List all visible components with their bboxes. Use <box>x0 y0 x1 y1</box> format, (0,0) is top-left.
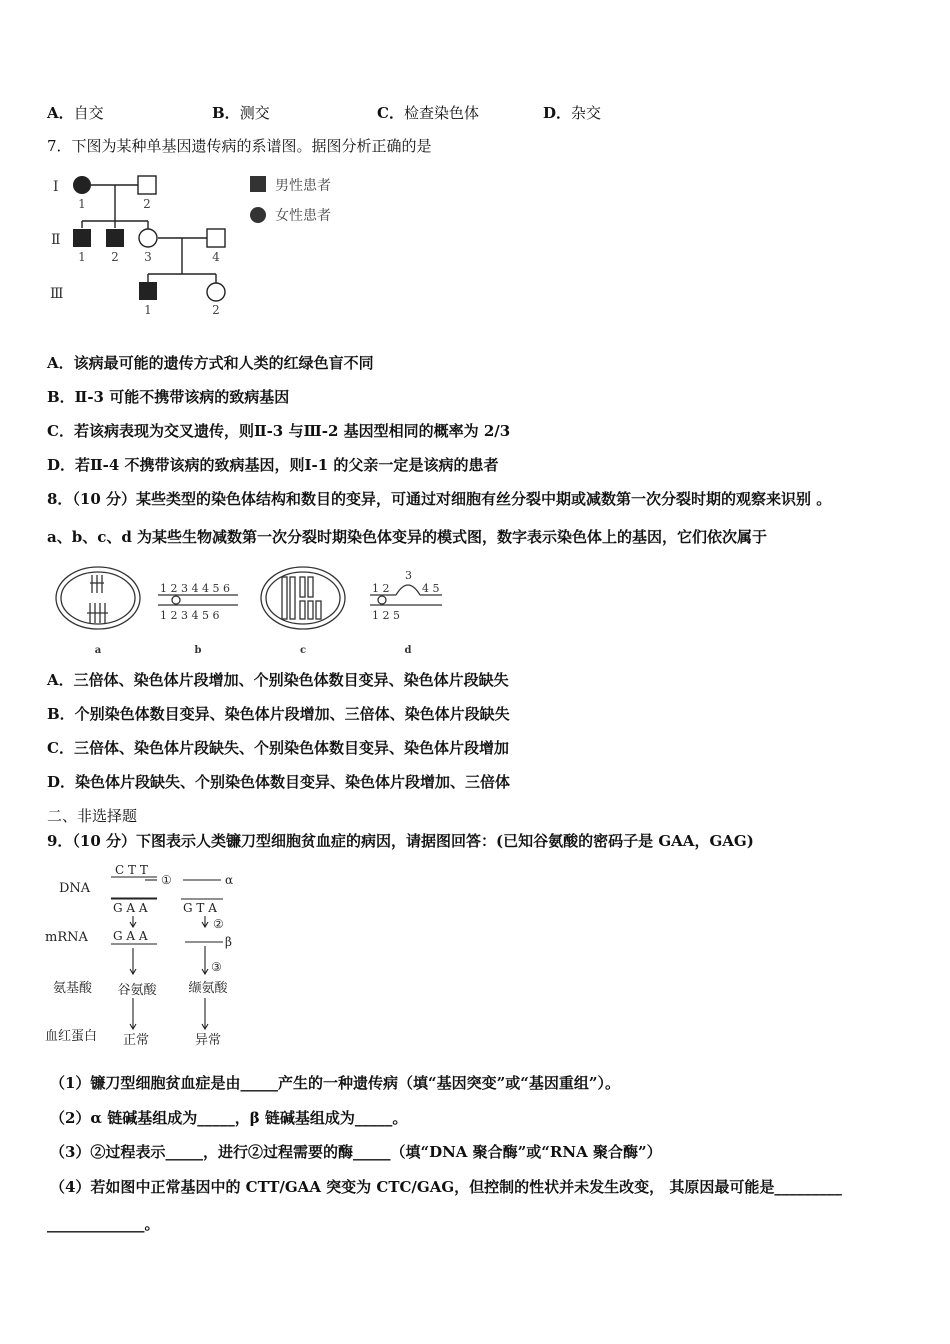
pedigree-II1-affected-male <box>73 229 91 247</box>
q9-subquestion-3: （3）②过程表示_____，进行②过程需要的酶_____（填“DNA 聚合酶”或“RNA 聚合酶”） <box>50 1143 662 1161</box>
q7-option-b: B．Ⅱ-3 可能不携带该病的致病基因 <box>47 388 290 406</box>
q6-option-b: B．测交 <box>212 104 270 122</box>
q9-stem: 9．（10 分）下图表示人类镰刀型细胞贫血症的病因，请据图回答：(已知谷氨酸的密码子是 GAA，GAG) <box>47 832 754 850</box>
normal-label: 正常 <box>122 1033 150 1048</box>
legend-female-text: 女性患者 <box>275 208 331 224</box>
pedigree-II2-affected-male <box>106 229 124 247</box>
section-2-heading: 二、非选择题 <box>47 807 138 825</box>
step-1-label: ① <box>161 873 172 887</box>
mrna-gaa: G A A <box>113 929 148 943</box>
q9-subquestion-4-continued: _____________。 <box>47 1215 160 1233</box>
figure-b-chromosome <box>158 595 238 605</box>
figure-label-d: d <box>404 645 412 656</box>
pedigree-III1-affected-male <box>139 282 157 300</box>
q9-subquestion-4: （4）若如图中正常基因中的 CTT/GAA 突变为 CTC/GAG，但控制的性状并未发生改变， 其原因最可能是_________ <box>50 1178 842 1196</box>
q8-stem-line2: a、b、c、d 为某些生物减数第一次分裂时期染色体变异的模式图，数字表示染色体上的基因，它们依次属于 <box>47 528 768 546</box>
dna-gta: G T A <box>183 901 217 915</box>
abnormal-label: 异常 <box>194 1033 222 1048</box>
figure-b-top-genes: 1 2 3 4 4 5 6 <box>160 582 230 595</box>
pedigree-II3-normal-female <box>139 229 157 247</box>
figure-d-top-left-genes: 1 2 <box>372 582 390 595</box>
figure-label-b: b <box>194 645 202 656</box>
q7-stem: 7．下图为某种单基因遗传病的系谱图。据图分析正确的是 <box>47 137 432 155</box>
pedigree-I2-normal-male <box>138 176 156 194</box>
q7-option-d: D．若Ⅱ-4 不携带该病的致病基因，则Ⅰ-1 的父亲一定是该病的患者 <box>47 456 499 474</box>
q8-option-b: B．个别染色体数目变异、染色体片段增加、三倍体、染色体片段缺失 <box>47 705 510 723</box>
q8-option-c: C．三倍体、染色体片段缺失、个别染色体数目变异、染色体片段增加 <box>47 739 509 757</box>
glutamic-acid-label: 谷氨酸 <box>117 983 157 998</box>
step-3-label: ③ <box>211 960 222 974</box>
g3-num-2: 2 <box>212 303 220 317</box>
q8-option-a: A．三倍体、染色体片段增加、个别染色体数目变异、染色体片段缺失 <box>47 671 509 689</box>
pedigree-II4-normal-male <box>207 229 225 247</box>
figure-a-cell <box>56 567 140 629</box>
gen-label-3: Ⅲ <box>50 286 64 302</box>
step-2-label: ② <box>213 917 224 931</box>
figure-label-c: c <box>299 645 307 656</box>
figure-d-top-right-genes: 4 5 <box>422 582 440 595</box>
chromosome-variation-figure <box>50 563 460 658</box>
q9-subquestion-1: （1）镰刀型细胞贫血症是由_____产生的一种遗传病（填“基因突变”或“基因重组”）。 <box>50 1074 620 1092</box>
g2-num-3: 3 <box>144 250 152 264</box>
gen-label-2: Ⅱ <box>51 232 61 248</box>
figure-d-bottom-genes: 1 2 5 <box>372 609 400 622</box>
sickle-cell-figure <box>45 858 295 1053</box>
q6-option-c: C．检查染色体 <box>377 104 479 122</box>
row-label-hemoglobin: 血红蛋白 <box>45 1029 98 1044</box>
row-label-dna: DNA <box>59 881 91 896</box>
dna-gaa: G A A <box>113 901 148 915</box>
q7-option-c: C．若该病表现为交叉遗传，则Ⅱ-3 与Ⅲ-2 基因型相同的概率为 2/3 <box>47 422 511 440</box>
legend-male-square-icon <box>250 176 266 192</box>
row-label-amino-acid: 氨基酸 <box>53 981 93 996</box>
g3-num-1: 1 <box>144 303 152 317</box>
gen-label-1: Ⅰ <box>53 179 59 195</box>
beta-label: β <box>225 935 232 949</box>
legend-female-circle-icon <box>250 207 266 223</box>
figure-d-loop-gene: 3 <box>405 569 412 582</box>
pedigree-figure <box>45 168 355 323</box>
q8-stem-line1: 8．（10 分）某些类型的染色体结构和数目的变异，可通过对细胞有丝分裂中期或减数第一次分裂时期的观察来识别 。 <box>47 490 832 508</box>
g1-num-1: 1 <box>78 197 86 211</box>
g2-num-1: 1 <box>78 250 86 264</box>
figure-c-cell <box>261 567 345 629</box>
valine-label: 缬氨酸 <box>188 981 228 996</box>
dna-ctt: C T T <box>115 863 148 877</box>
q6-option-d: D．杂交 <box>543 104 602 122</box>
alpha-label: α <box>225 873 234 887</box>
figure-label-a: a <box>94 645 102 656</box>
pedigree-III2-normal-female <box>207 283 225 301</box>
figure-b-bottom-genes: 1 2 3 4 5 6 <box>160 609 220 622</box>
g1-num-2: 2 <box>143 197 151 211</box>
q6-option-a: A．自交 <box>47 104 104 122</box>
g2-num-4: 4 <box>212 250 220 264</box>
row-label-mrna: mRNA <box>45 930 88 945</box>
q7-option-a: A．该病最可能的遗传方式和人类的红绿色盲不同 <box>47 354 374 372</box>
g2-num-2: 2 <box>111 250 119 264</box>
pedigree-I1-affected-female <box>73 176 91 194</box>
q9-subquestion-2: （2）α 链碱基组成为_____，β 链碱基组成为_____。 <box>50 1109 408 1127</box>
q8-option-d: D．染色体片段缺失、个别染色体数目变异、染色体片段增加、三倍体 <box>47 773 511 791</box>
legend-male-text: 男性患者 <box>275 178 331 194</box>
